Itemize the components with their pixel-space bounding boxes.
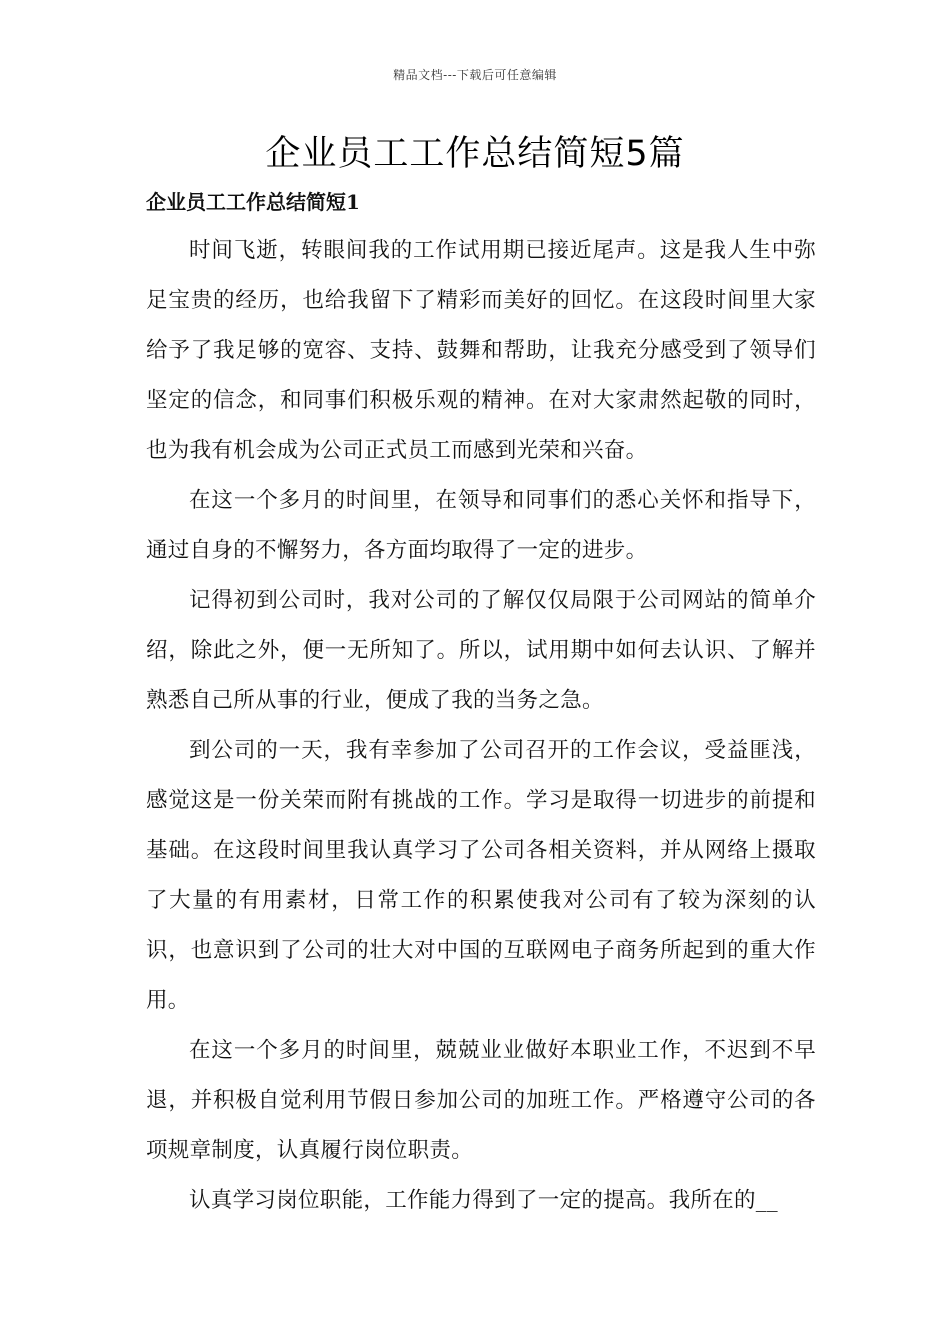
paragraph: 在这一个多月的时间里，在领导和同事们的悉心关怀和指导下，通过自身的不懈努力，各方面均取得了一定的进步。 — [146, 488, 816, 563]
document-title: 企业员工工作总结简短5篇 — [265, 134, 685, 174]
paragraph: 在这一个多月的时间里，兢兢业业做好本职业工作，不迟到不早退，并积极自觉利用节假日参加公司的加班工作。严格遵守公司的各项规章制度，认真履行岗位职责。 — [146, 1038, 816, 1163]
paragraph: 认真学习岗位职能，工作能力得到了一定的提高。我所在的__ — [189, 1188, 778, 1213]
paragraph: 到公司的一天，我有幸参加了公司召开的工作会议，受益匪浅，感觉这是一份关荣而附有挑战的工作。学习是取得一切进步的前提和基础。在这段时间里我认真学习了公司各相关资料，并从网络上摄取了大量的有用素材，日常工作的积累使我对公司有了较为深刻的认识，也意识到了公司的壮大对中国的互联网电子商务所起到的重大作用。 — [146, 738, 816, 1013]
document-body — [146, 226, 816, 1226]
paragraph: 记得初到公司时，我对公司的了解仅仅局限于公司网站的简单介绍，除此之外，便一无所知了。所以，试用期中如何去认识、了解并熟悉自己所从事的行业，便成了我的当务之急。 — [146, 588, 816, 713]
section-heading: 企业员工工作总结简短1 — [146, 190, 360, 214]
header-note: 精品文档---下载后可任意编辑 — [393, 68, 557, 82]
paragraph: 时间飞逝，转眼间我的工作试用期已接近尾声。这是我人生中弥足宝贵的经历，也给我留下了精彩而美好的回忆。在这段时间里大家给予了我足够的宽容、支持、鼓舞和帮助，让我充分感受到了领导们坚定的信念，和同事们积极乐观的精神。在对大家肃然起敬的同时，也为我有机会成为公司正式员工而感到光荣和兴奋。 — [146, 238, 816, 463]
